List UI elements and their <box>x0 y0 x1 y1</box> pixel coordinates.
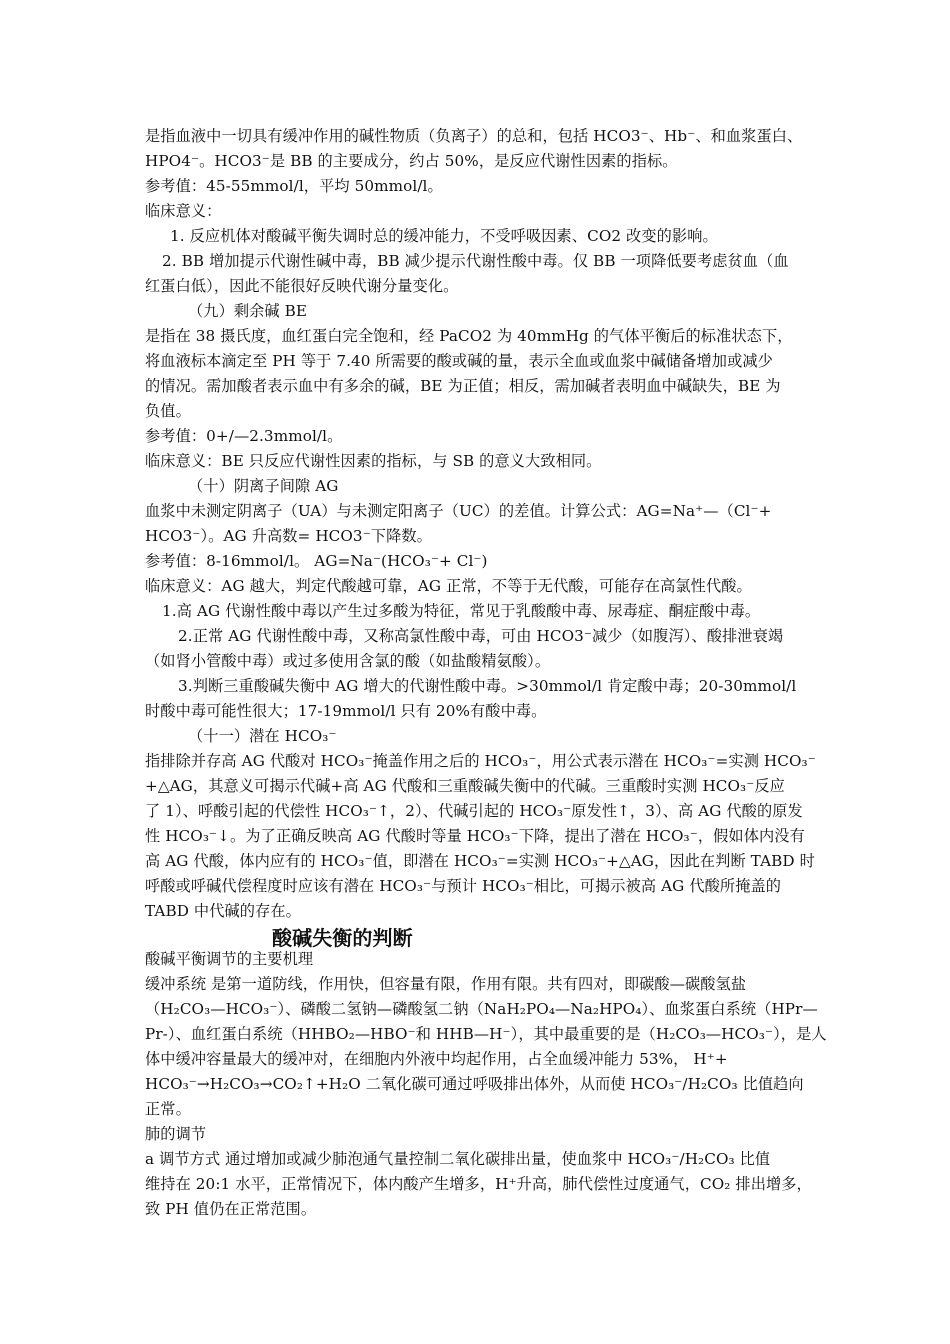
text-line: （如肾小管酸中毒）或过多使用含氯的酸（如盐酸精氨酸）。 <box>145 652 551 670</box>
text-line: 红蛋白低），因此不能很好反映代谢分量变化。 <box>145 277 459 295</box>
text-line: 临床意义：BE 只反应代谢性因素的指标，与 SB 的意义大致相同。 <box>145 452 602 470</box>
text-line: Pr-）、血红蛋白系统（HHBO₂—HBO⁻和 HHB—H⁻），其中最重要的是（H₂CO₃—HCO₃⁻），是人 <box>145 1025 827 1043</box>
text-line: （H₂CO₃—HCO₃⁻）、磷酸二氢钠—磷酸氢二钠（NaH₂PO₄—Na₂HPO₄）、血浆蛋白系统（HPr— <box>145 1000 818 1018</box>
page-title: 酸碱失衡的判断 <box>272 926 413 950</box>
text-line: 将血液标本滴定至 PH 等于 7.40 所需要的酸或碱的量，表示全血或血浆中碱储备增加或减少 <box>145 352 773 370</box>
text-line: 性 HCO₃⁻↓。为了正确反映高 AG 代酸时等量 HCO₃⁻下降，提出了潜在 HCO₃⁻，假如体内没有 <box>145 827 805 845</box>
text-line: 时酸中毒可能性很大；17-19mmol/l 只有 20%有酸中毒。 <box>145 702 547 720</box>
list-item: 2.正常 AG 代谢性酸中毒，又称高氯性酸中毒，可由 HCO3⁻减少（如腹泻）、酸排泄衰竭 <box>178 627 784 645</box>
text-line: 体中缓冲容量最大的缓冲对，在细胞内外液中均起作用，占全血缓冲能力 53%， H⁺+ <box>145 1050 728 1068</box>
text-line: 致 PH 值仍在正常范围。 <box>145 1200 317 1218</box>
text-line: 肺的调节 <box>145 1125 207 1143</box>
text-line: TABD 中代碱的存在。 <box>145 902 301 920</box>
text-line: 呼酸或呼碱代偿程度时应该有潜在 HCO₃⁻与预计 HCO₃⁻相比，可揭示被高 AG 代酸所掩盖的 <box>145 877 782 895</box>
text-line: 临床意义： <box>145 202 222 220</box>
text-line: 正常。 <box>145 1100 191 1118</box>
text-line: 临床意义：AG 越大，判定代酸越可靠，AG 正常，不等于无代酸，可能存在高氯性代酸。 <box>145 577 752 595</box>
text-line: 是指在 38 摄氏度，血红蛋白完全饱和，经 PaCO2 为 40mmHg 的气体平衡后的标准状态下， <box>145 327 793 345</box>
text-line: 参考值：0+/—2.3mmol/l。 <box>145 427 343 445</box>
text-line: 缓冲系统 是第一道防线，作用快，但容量有限，作用有限。共有四对，即碳酸—碳酸氢盐 <box>145 975 747 993</box>
section-heading: （九）剩余碱 BE <box>188 302 308 320</box>
list-item: 2. BB 增加提示代谢性碱中毒，BB 减少提示代谢性酸中毒。仅 BB 一项降低要考虑贫血（血 <box>162 252 789 270</box>
text-line: a 调节方式 通过增加或减少肺泡通气量控制二氧化碳排出量，使血浆中 HCO₃⁻/H₂CO₃ 比值 <box>145 1150 771 1168</box>
list-item: 3.判断三重酸碱失衡中 AG 增大的代谢性酸中毒。>30mmol/l 肯定酸中毒；20-30mmol/l <box>178 677 797 695</box>
text-line: 是指血液中一切具有缓冲作用的碱性物质（负离子）的总和，包括 HCO3⁻、Hb⁻、和血浆蛋白、 <box>145 127 803 145</box>
text-line: 血浆中未测定阴离子（UA）与未测定阳离子（UC）的差值。计算公式：AG=Na⁺—（Cl⁻+ <box>145 502 772 520</box>
list-item: 1. 反应机体对酸碱平衡失调时总的缓冲能力，不受呼吸因素、CO2 改变的影响。 <box>170 227 718 245</box>
text-line: 了 1）、呼酸引起的代偿性 HCO₃⁻↑，2）、代碱引起的 HCO₃⁻原发性↑，3）、高 AG 代酸的原发 <box>145 802 803 820</box>
text-line: +△AG，其意义可揭示代碱+高 AG 代酸和三重酸碱失衡中的代碱。三重酸时实测 HCO₃⁻反应 <box>145 777 785 795</box>
text-line: 指排除并存高 AG 代酸对 HCO₃⁻掩盖作用之后的 HCO₃⁻，用公式表示潜在 HCO₃⁻=实测 HCO₃⁻ <box>145 752 816 770</box>
text-line: 负值。 <box>145 402 191 420</box>
section-heading: （十）阴离子间隙 AG <box>188 477 339 495</box>
text-line: 高 AG 代酸，体内应有的 HCO₃⁻值，即潜在 HCO₃⁻=实测 HCO₃⁻+△AG，因此在判断 TABD 时 <box>145 852 815 870</box>
text-line: HCO₃⁻→H₂CO₃→CO₂↑+H₂O 二氧化碳可通过呼吸排出体外，从而使 HCO₃⁻/H₂CO₃ 比值趋向 <box>145 1075 804 1093</box>
list-item: 1.高 AG 代谢性酸中毒以产生过多酸为特征，常见于乳酸酸中毒、尿毒症、酮症酸中毒。 <box>162 602 761 620</box>
text-line: 参考值：8-16mmol/l。 AG=Na⁻(HCO₃⁻+ Cl⁻) <box>145 552 488 570</box>
text-line: HPO4⁻。HCO3⁻是 BB 的主要成分，约占 50%，是反应代谢性因素的指标。 <box>145 152 678 170</box>
text-line: 的情况。需加酸者表示血中有多余的碱，BE 为正值；相反，需加碱者表明血中碱缺失，BE 为 <box>145 377 781 395</box>
text-line: 酸碱平衡调节的主要机理 <box>145 950 314 968</box>
text-line: 维持在 20:1 水平，正常情况下，体内酸产生增多，H⁺升高，肺代偿性过度通气，CO₂ 排出增多， <box>145 1175 812 1193</box>
text-line: 参考值：45-55mmol/l，平均 50mmol/l。 <box>145 177 443 195</box>
section-heading: （十一）潜在 HCO₃⁻ <box>188 727 337 745</box>
text-line: HCO3⁻）。AG 升高数= HCO3⁻下降数。 <box>145 527 432 545</box>
